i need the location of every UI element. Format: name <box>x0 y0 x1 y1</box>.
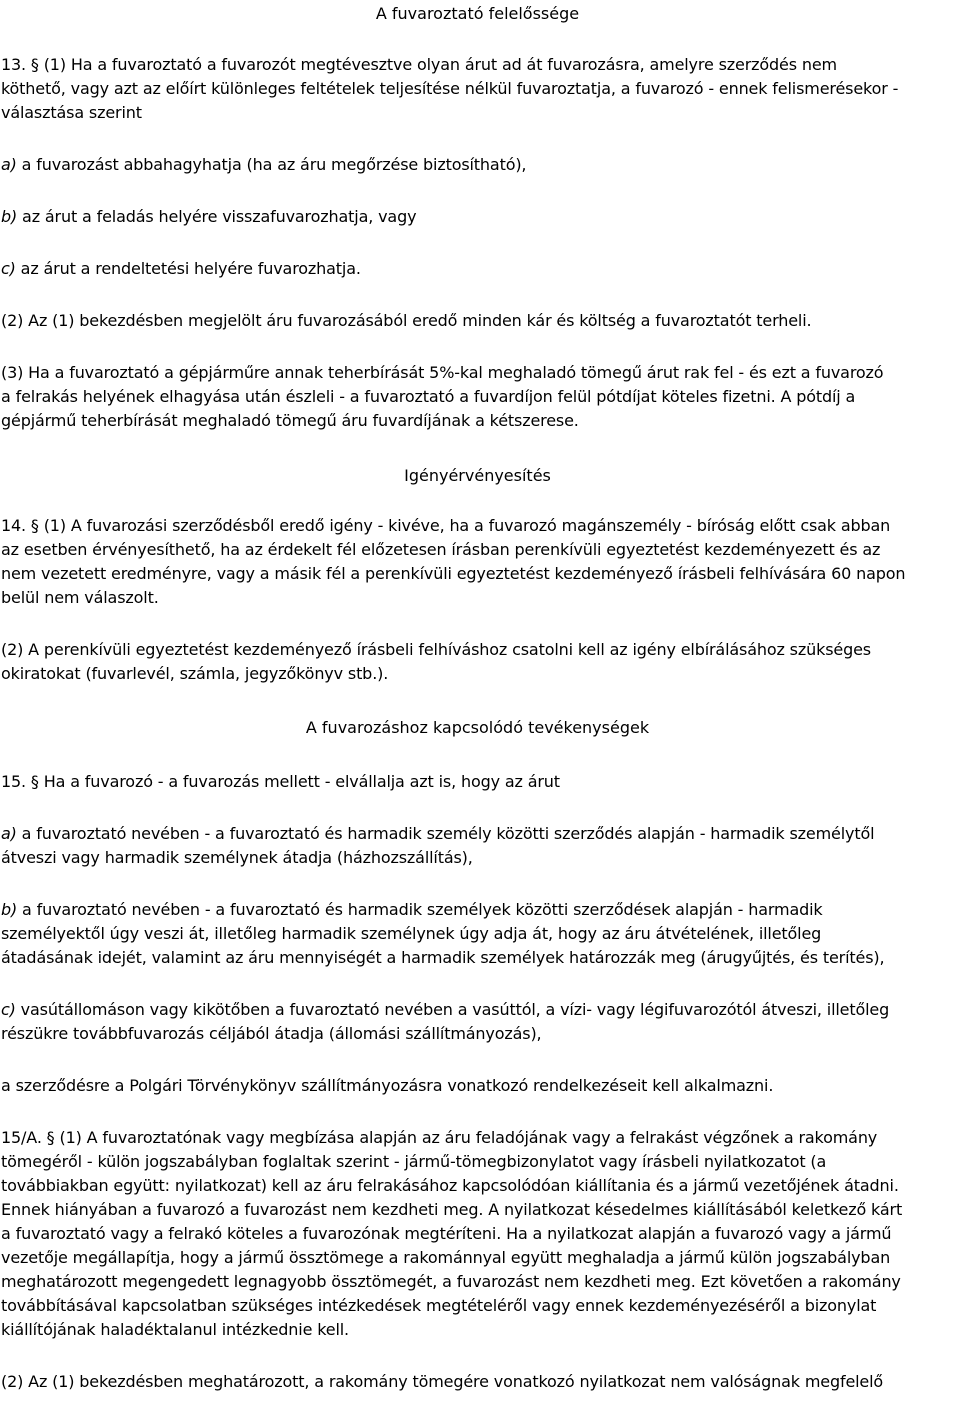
text-line: továbbításával kapcsolatban szükséges intézkedések megtételéről vagy ennek kezdeményezéséről a bizonylat <box>1 1296 877 1315</box>
paragraph-15-intro <box>1 770 954 794</box>
text-line: személyektől úgy veszi át, illetőleg harmadik személynek úgy adja át, hogy az áru átvételének, illetőleg <box>1 924 822 943</box>
text-line: (2) Az (1) bekezdésben meghatározott, a rakomány tömegére vonatkozó nyilatkozat nem valóságnak megfelelő <box>1 1372 884 1391</box>
item-text: vasútállomáson vagy kikötőben a fuvaroztató nevében a vasúttól, a vízi- vagy légifuvarozótól átveszi, illetőleg <box>15 1000 890 1019</box>
text-line: részükre továbbfuvarozás céljából átadja (állomási szállítmányozás), <box>1 1024 542 1043</box>
text-line: vezetője megállapítja, hogy a jármű össztömege a rakománnyal együtt meghaladja a jármű külön jogszabályban <box>1 1248 891 1267</box>
paragraph-13-b <box>1 205 954 229</box>
item-text: az árut a rendeltetési helyére fuvarozhatja. <box>15 259 361 278</box>
paragraph-15-b <box>1 898 954 970</box>
section-heading-related-activities: A fuvarozáshoz kapcsolódó tevékenységek <box>305 718 650 737</box>
paragraph-14-1 <box>1 514 954 610</box>
paragraph-13-1 <box>1 53 954 125</box>
paragraph-15-closing <box>1 1074 954 1098</box>
text-line: Ennek hiányában a fuvarozó a fuvarozást nem kezdheti meg. A nyilatkozat késedelmes kiállításából keletkező kárt <box>1 1200 903 1219</box>
item-marker: b) <box>1 900 18 919</box>
text-line: kiállítójának haladéktalanul intézkednie kell. <box>1 1320 349 1339</box>
text-line: nem vezetett eredményre, vagy a másik fél a perenkívüli egyeztetést kezdeményező írásbeli felhívására 60 napon <box>1 564 906 583</box>
text-line: választása szerint <box>1 103 142 122</box>
text-line: átveszi vagy harmadik személynek átadja (házhozszállítás), <box>1 848 473 867</box>
text-line: a felrakás helyének elhagyása után észleli - a fuvaroztató a fuvardíjon felül pótdíjat köteles fizetni. A pótdíj a <box>1 387 856 406</box>
text-line: meghatározott megengedett legnagyobb össztömegét, a fuvarozást nem kezdheti meg. Ezt követően a rakomány <box>1 1272 901 1291</box>
paragraph-15A-1 <box>1 1126 954 1342</box>
text-line: továbbiakban együtt: nyilatkozat) kell az áru felrakásához kapcsolódóan kiállítania és a jármű vezetőjének átadni. <box>1 1176 899 1195</box>
text-line: okiratokat (fuvarlevél, számla, jegyzőkönyv stb.). <box>1 664 389 683</box>
paragraph-15-a <box>1 822 954 870</box>
text-line: gépjármű teherbírását meghaladó tömegű áru fuvardíjának a kétszerese. <box>1 411 579 430</box>
text-line: átadásának idejét, valamint az áru mennyiségét a harmadik személyek határozzák meg (árugyűjtés, és terítés), <box>1 948 885 967</box>
text-line: tömegéről - külön jogszabályban foglaltak szerint - jármű-tömegbizonylatot vagy írásbeli nyilatkozatot (a <box>1 1152 827 1171</box>
item-marker: a) <box>1 824 17 843</box>
text-line: a szerződésre a Polgári Törvénykönyv szállítmányozásra vonatkozó rendelkezéseit kell alkalmazni. <box>1 1076 774 1095</box>
paragraph-13-2 <box>1 309 954 333</box>
paragraph-15A-2 <box>1 1370 954 1394</box>
item-text: a fuvarozást abbahagyhatja (ha az áru megőrzése biztosítható), <box>16 155 527 174</box>
paragraph-13-a <box>1 153 954 177</box>
text-line: a fuvaroztató vagy a felrakó köteles a fuvarozónak megtéríteni. Ha a nyilatkozat alapján a fuvarozó vagy a jármű <box>1 1224 892 1243</box>
item-text: a fuvaroztató nevében - a fuvaroztató és harmadik személyek közötti szerződések alapján - harmadik <box>17 900 823 919</box>
item-text: az árut a feladás helyére visszafuvarozhatja, vagy <box>17 207 417 226</box>
section-heading-claims: Igényérvényesítés <box>404 466 551 485</box>
text-line: 15. § Ha a fuvarozó - a fuvarozás mellett - elvállalja azt is, hogy az árut <box>1 772 560 791</box>
item-marker: c) <box>1 1000 16 1019</box>
paragraph-13-c <box>1 257 954 281</box>
paragraph-14-2 <box>1 638 954 686</box>
text-line: belül nem válaszolt. <box>1 588 159 607</box>
item-marker: c) <box>1 259 16 278</box>
text-line: 13. § (1) Ha a fuvaroztató a fuvarozót megtévesztve olyan árut ad át fuvarozásra, amelyre szerződés nem <box>1 55 837 74</box>
text-line: köthető, vagy azt az előírt különleges feltételek teljesítése nélkül fuvaroztatja, a fuvarozó - ennek felismerésekor - <box>1 79 899 98</box>
text-line: (3) Ha a fuvaroztató a gépjárműre annak teherbírását 5%-kal meghaladó tömegű árut rak fel - és ezt a fuvarozó <box>1 363 884 382</box>
text-line: az esetben érvényesíthető, ha az érdekelt fél előzetesen írásban perenkívüli egyeztetést kezdeményezett és az <box>1 540 881 559</box>
text-line: (2) Az (1) bekezdésben megjelölt áru fuvarozásából eredő minden kár és költség a fuvaroztatót terheli. <box>1 311 812 330</box>
item-marker: b) <box>1 207 18 226</box>
item-marker: a) <box>1 155 17 174</box>
text-line: 15/A. § (1) A fuvaroztatónak vagy megbízása alapján az áru feladójának vagy a felrakást végzőnek a rakomány <box>1 1128 878 1147</box>
text-line: 14. § (1) A fuvarozási szerződésből eredő igény - kivéve, ha a fuvarozó magánszemély - bíróság előtt csak abban <box>1 516 891 535</box>
item-text: a fuvaroztató nevében - a fuvaroztató és harmadik személy közötti szerződés alapján - harmadik személytől <box>16 824 875 843</box>
text-line: (2) A perenkívüli egyeztetést kezdeményező írásbeli felhíváshoz csatolni kell az igény elbírálásához szükséges <box>1 640 871 659</box>
paragraph-15-c <box>1 998 954 1046</box>
paragraph-13-3 <box>1 361 954 433</box>
section-heading-carrier-liability: A fuvaroztató felelőssége <box>375 4 580 23</box>
